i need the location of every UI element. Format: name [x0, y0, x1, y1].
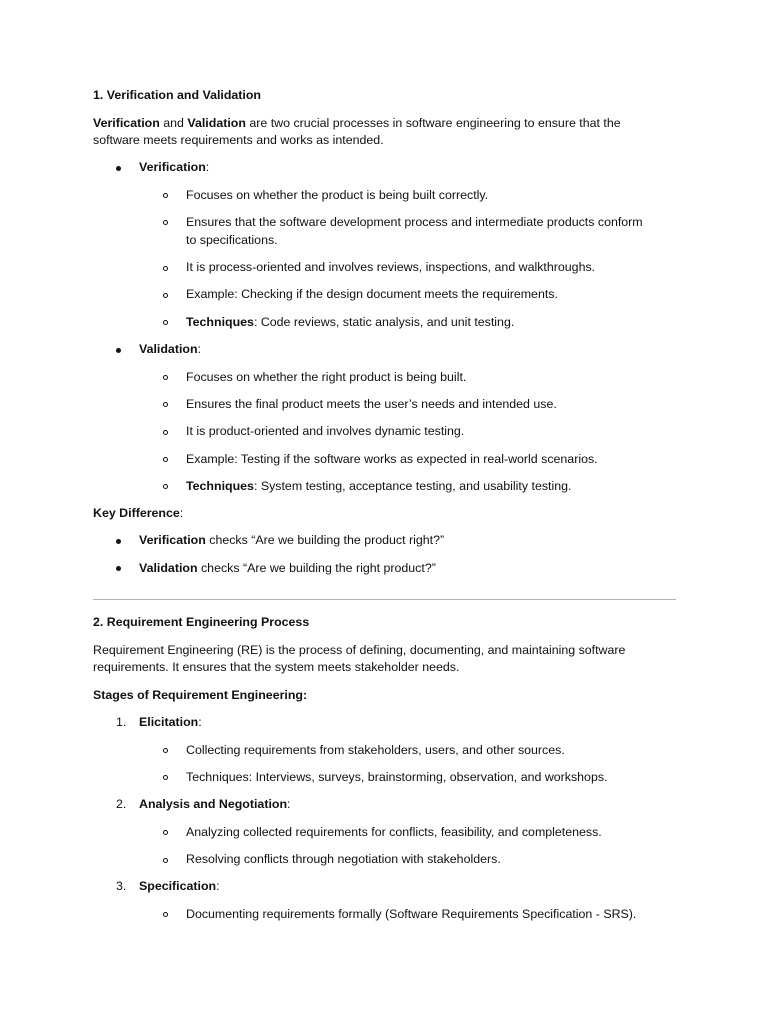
- sub-bullet-icon: [163, 830, 168, 835]
- section-2-intro-line-2: requirements. It ensures that the system meets stakeholder needs.: [93, 660, 460, 674]
- stage-label: Specification:: [139, 879, 220, 893]
- sub-bullet-icon: [163, 320, 168, 325]
- list-item: Techniques: System testing, acceptance testing, and usability testing.: [186, 479, 572, 493]
- list-item: Validation checks “Are we building the right product?”: [139, 561, 436, 575]
- list-item: Techniques: Interviews, surveys, brainstorming, observation, and workshops.: [186, 770, 608, 784]
- list-item: Verification checks “Are we building the product right?”: [139, 533, 445, 547]
- stage-number: 1.: [116, 715, 127, 729]
- bullet-icon: [116, 539, 121, 544]
- sub-bullet-icon: [163, 457, 168, 462]
- section-1-intro-line-1: Verification and Validation are two crucial processes in software engineering to ensure that the: [93, 116, 621, 130]
- list-item: Focuses on whether the right product is being built.: [186, 370, 467, 384]
- list-item: It is process-oriented and involves reviews, inspections, and walkthroughs.: [186, 260, 596, 274]
- stage-label: Elicitation:: [139, 715, 202, 729]
- verification-label: Verification:: [139, 160, 210, 174]
- list-item: Resolving conflicts through negotiation with stakeholders.: [186, 852, 501, 866]
- bullet-icon: [116, 166, 121, 171]
- list-item: Ensures the final product meets the user’s needs and intended use.: [186, 397, 557, 411]
- section-2-intro-line-1: Requirement Engineering (RE) is the process of defining, documenting, and maintaining software: [93, 643, 626, 657]
- sub-bullet-icon: [163, 193, 168, 198]
- sub-bullet-icon: [163, 775, 168, 780]
- section-2-heading: 2. Requirement Engineering Process: [93, 615, 310, 629]
- list-item: It is product-oriented and involves dynamic testing.: [186, 424, 465, 438]
- sub-bullet-icon: [163, 858, 168, 863]
- stage-number: 2.: [116, 797, 127, 811]
- sub-bullet-icon: [163, 293, 168, 298]
- stage-number: 3.: [116, 879, 127, 893]
- list-item: Analyzing collected requirements for conflicts, feasibility, and completeness.: [186, 825, 602, 839]
- bullet-icon: [116, 348, 121, 353]
- list-item: Example: Checking if the design document meets the requirements.: [186, 287, 558, 301]
- list-item: Example: Testing if the software works as expected in real-world scenarios.: [186, 452, 598, 466]
- sub-bullet-icon: [163, 748, 168, 753]
- sub-bullet-icon: [163, 220, 168, 225]
- list-item: Ensures that the software development process and intermediate products conform: [186, 215, 643, 229]
- validation-label: Validation:: [139, 342, 201, 356]
- sub-bullet-icon: [163, 266, 168, 271]
- sub-bullet-icon: [163, 430, 168, 435]
- bullet-icon: [116, 566, 121, 571]
- list-item: Documenting requirements formally (Software Requirements Specification - SRS).: [186, 907, 637, 921]
- list-item-continuation: to specifications.: [186, 233, 278, 247]
- key-difference-heading: Key Difference:: [93, 506, 184, 520]
- list-item: Collecting requirements from stakeholders, users, and other sources.: [186, 743, 565, 757]
- sub-bullet-icon: [163, 912, 168, 917]
- stage-label: Analysis and Negotiation:: [139, 797, 291, 811]
- sub-bullet-icon: [163, 402, 168, 407]
- sub-bullet-icon: [163, 484, 168, 489]
- sub-bullet-icon: [163, 375, 168, 380]
- stages-heading: Stages of Requirement Engineering:: [93, 688, 308, 702]
- list-item: Techniques: Code reviews, static analysis, and unit testing.: [186, 315, 515, 329]
- section-1-heading: 1. Verification and Validation: [93, 88, 262, 102]
- list-item: Focuses on whether the product is being built correctly.: [186, 188, 489, 202]
- section-1-intro-line-2: software meets requirements and works as intended.: [93, 133, 384, 147]
- horizontal-divider: [93, 599, 676, 600]
